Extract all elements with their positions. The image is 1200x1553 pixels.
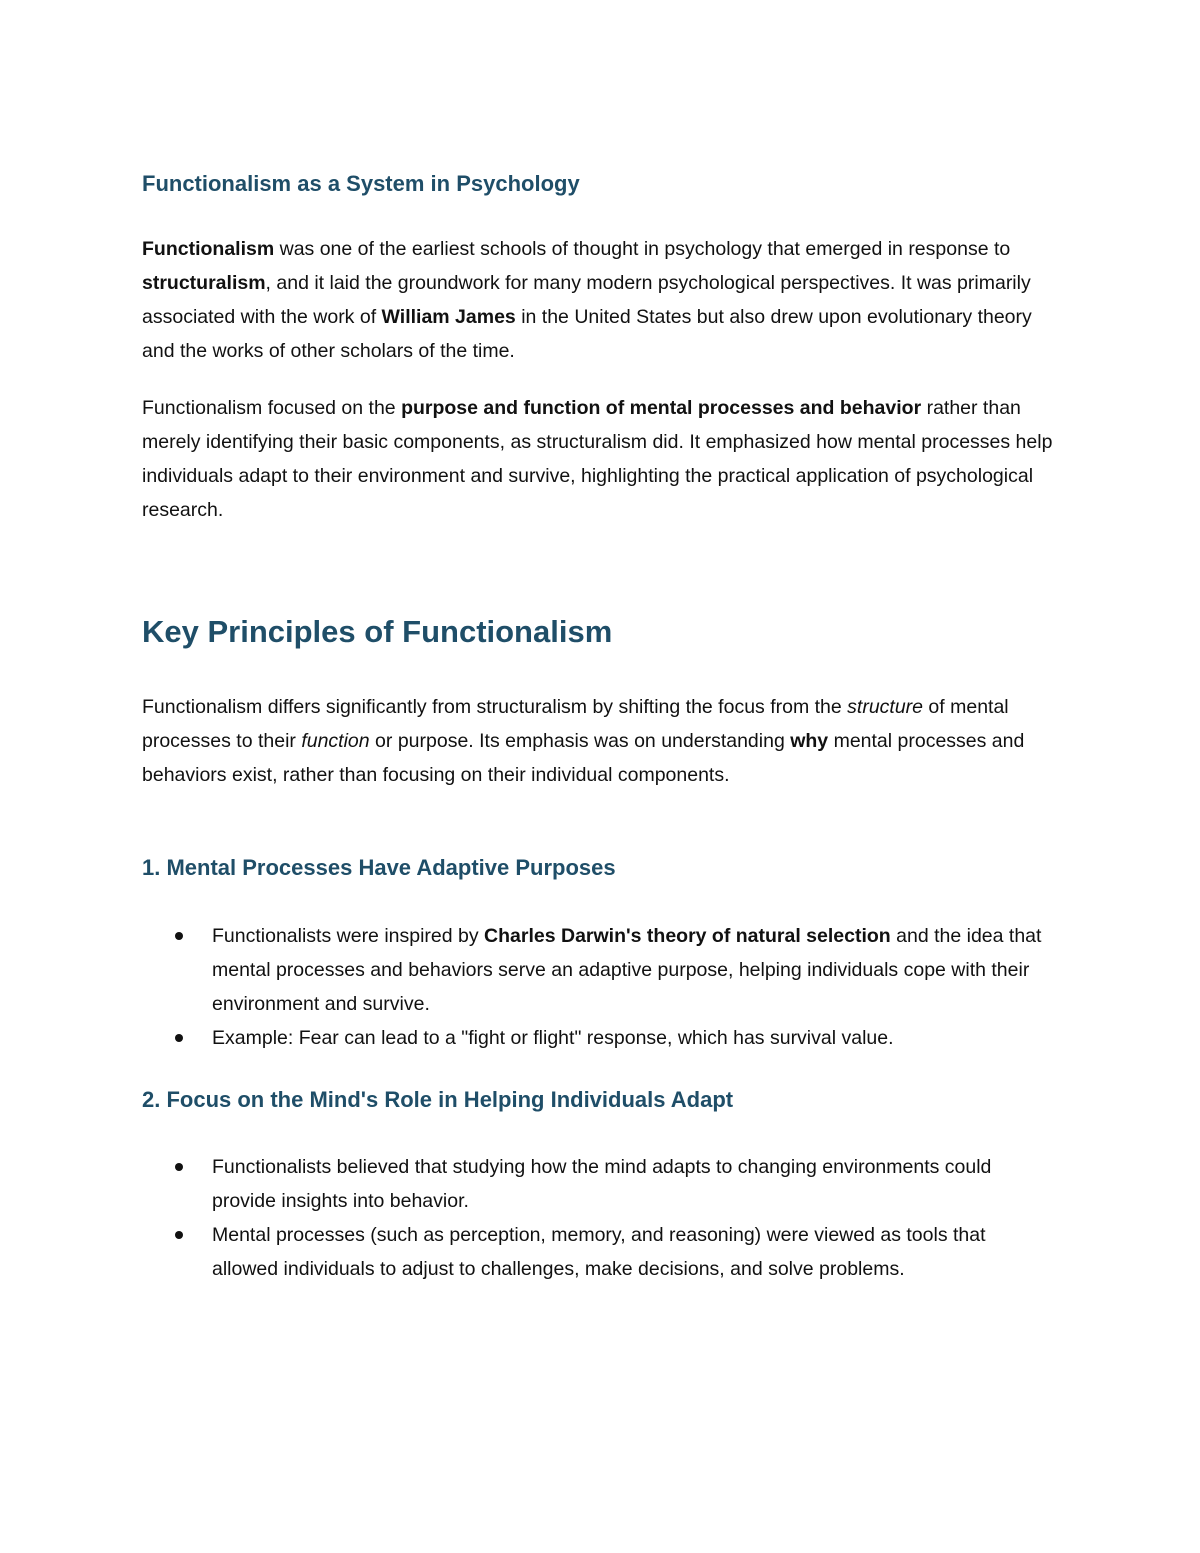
bold-term-functionalism: Functionalism xyxy=(142,238,275,260)
list-item: Mental processes (such as perception, memory, and reasoning) were viewed as tools that allowed individuals to adjust to challenges, make decisions, and solve problems. xyxy=(142,1218,1042,1286)
subheading-principle-1: 1. Mental Processes Have Adaptive Purposes xyxy=(142,855,616,880)
subheading-principle-2: 2. Focus on the Mind's Role in Helping Individuals Adapt xyxy=(142,1087,734,1112)
bold-term-purpose-function: purpose and function of mental processes and behavior xyxy=(401,397,922,419)
bullet-icon xyxy=(175,1163,183,1171)
list-item: Functionalists were inspired by Charles Darwin's theory of natural selection and the idea that mental processes and behaviors serve an adaptive purpose, helping individuals cope with their environment and survive. xyxy=(142,919,1042,1021)
paragraph-functionalism-focus: Functionalism focused on the purpose and function of mental processes and behavior rather than merely identifying their basic components, as structuralism did. It emphasized how mental processes help individuals adapt to their environment and survive, highlighting the practical application of psychological research. xyxy=(142,397,1053,521)
bold-term-structuralism: structuralism xyxy=(142,272,266,294)
italic-term-function: function xyxy=(301,730,370,752)
bullet-icon xyxy=(175,1231,183,1239)
paragraph-functionalism-intro: Functionalism was one of the earliest schools of thought in psychology that emerged in response to structuralism, and it laid the groundwork for many modern psychological perspectives. It was primarily associated with the work of William James in the United States but also drew upon evolutionary theory and the works of other scholars of the time. xyxy=(142,238,1032,362)
bold-term-william-james: William James xyxy=(381,306,516,328)
bullet-icon xyxy=(175,932,183,940)
bold-term-why: why xyxy=(790,730,829,752)
italic-term-structure: structure xyxy=(847,696,924,718)
bullet-list-principle-2 xyxy=(142,1150,1042,1286)
bullet-list-principle-1 xyxy=(142,919,1042,1055)
paragraph-key-principles-intro: Functionalism differs significantly from structuralism by shifting the focus from the structure of mental processes to their function or purpose. Its emphasis was on understanding why mental processes and behaviors exist, rather than focusing on their individual components. xyxy=(142,696,1025,786)
section-heading-functionalism-system: Functionalism as a System in Psychology xyxy=(142,171,580,196)
list-item: Example: Fear can lead to a "fight or flight" response, which has survival value. xyxy=(142,1021,1042,1055)
bullet-icon xyxy=(175,1034,183,1042)
main-heading-key-principles: Key Principles of Functionalism xyxy=(142,614,613,649)
list-item: Functionalists believed that studying how the mind adapts to changing environments could provide insights into behavior. xyxy=(142,1150,1042,1218)
bold-term-darwin: Charles Darwin's theory of natural selection xyxy=(484,925,891,947)
